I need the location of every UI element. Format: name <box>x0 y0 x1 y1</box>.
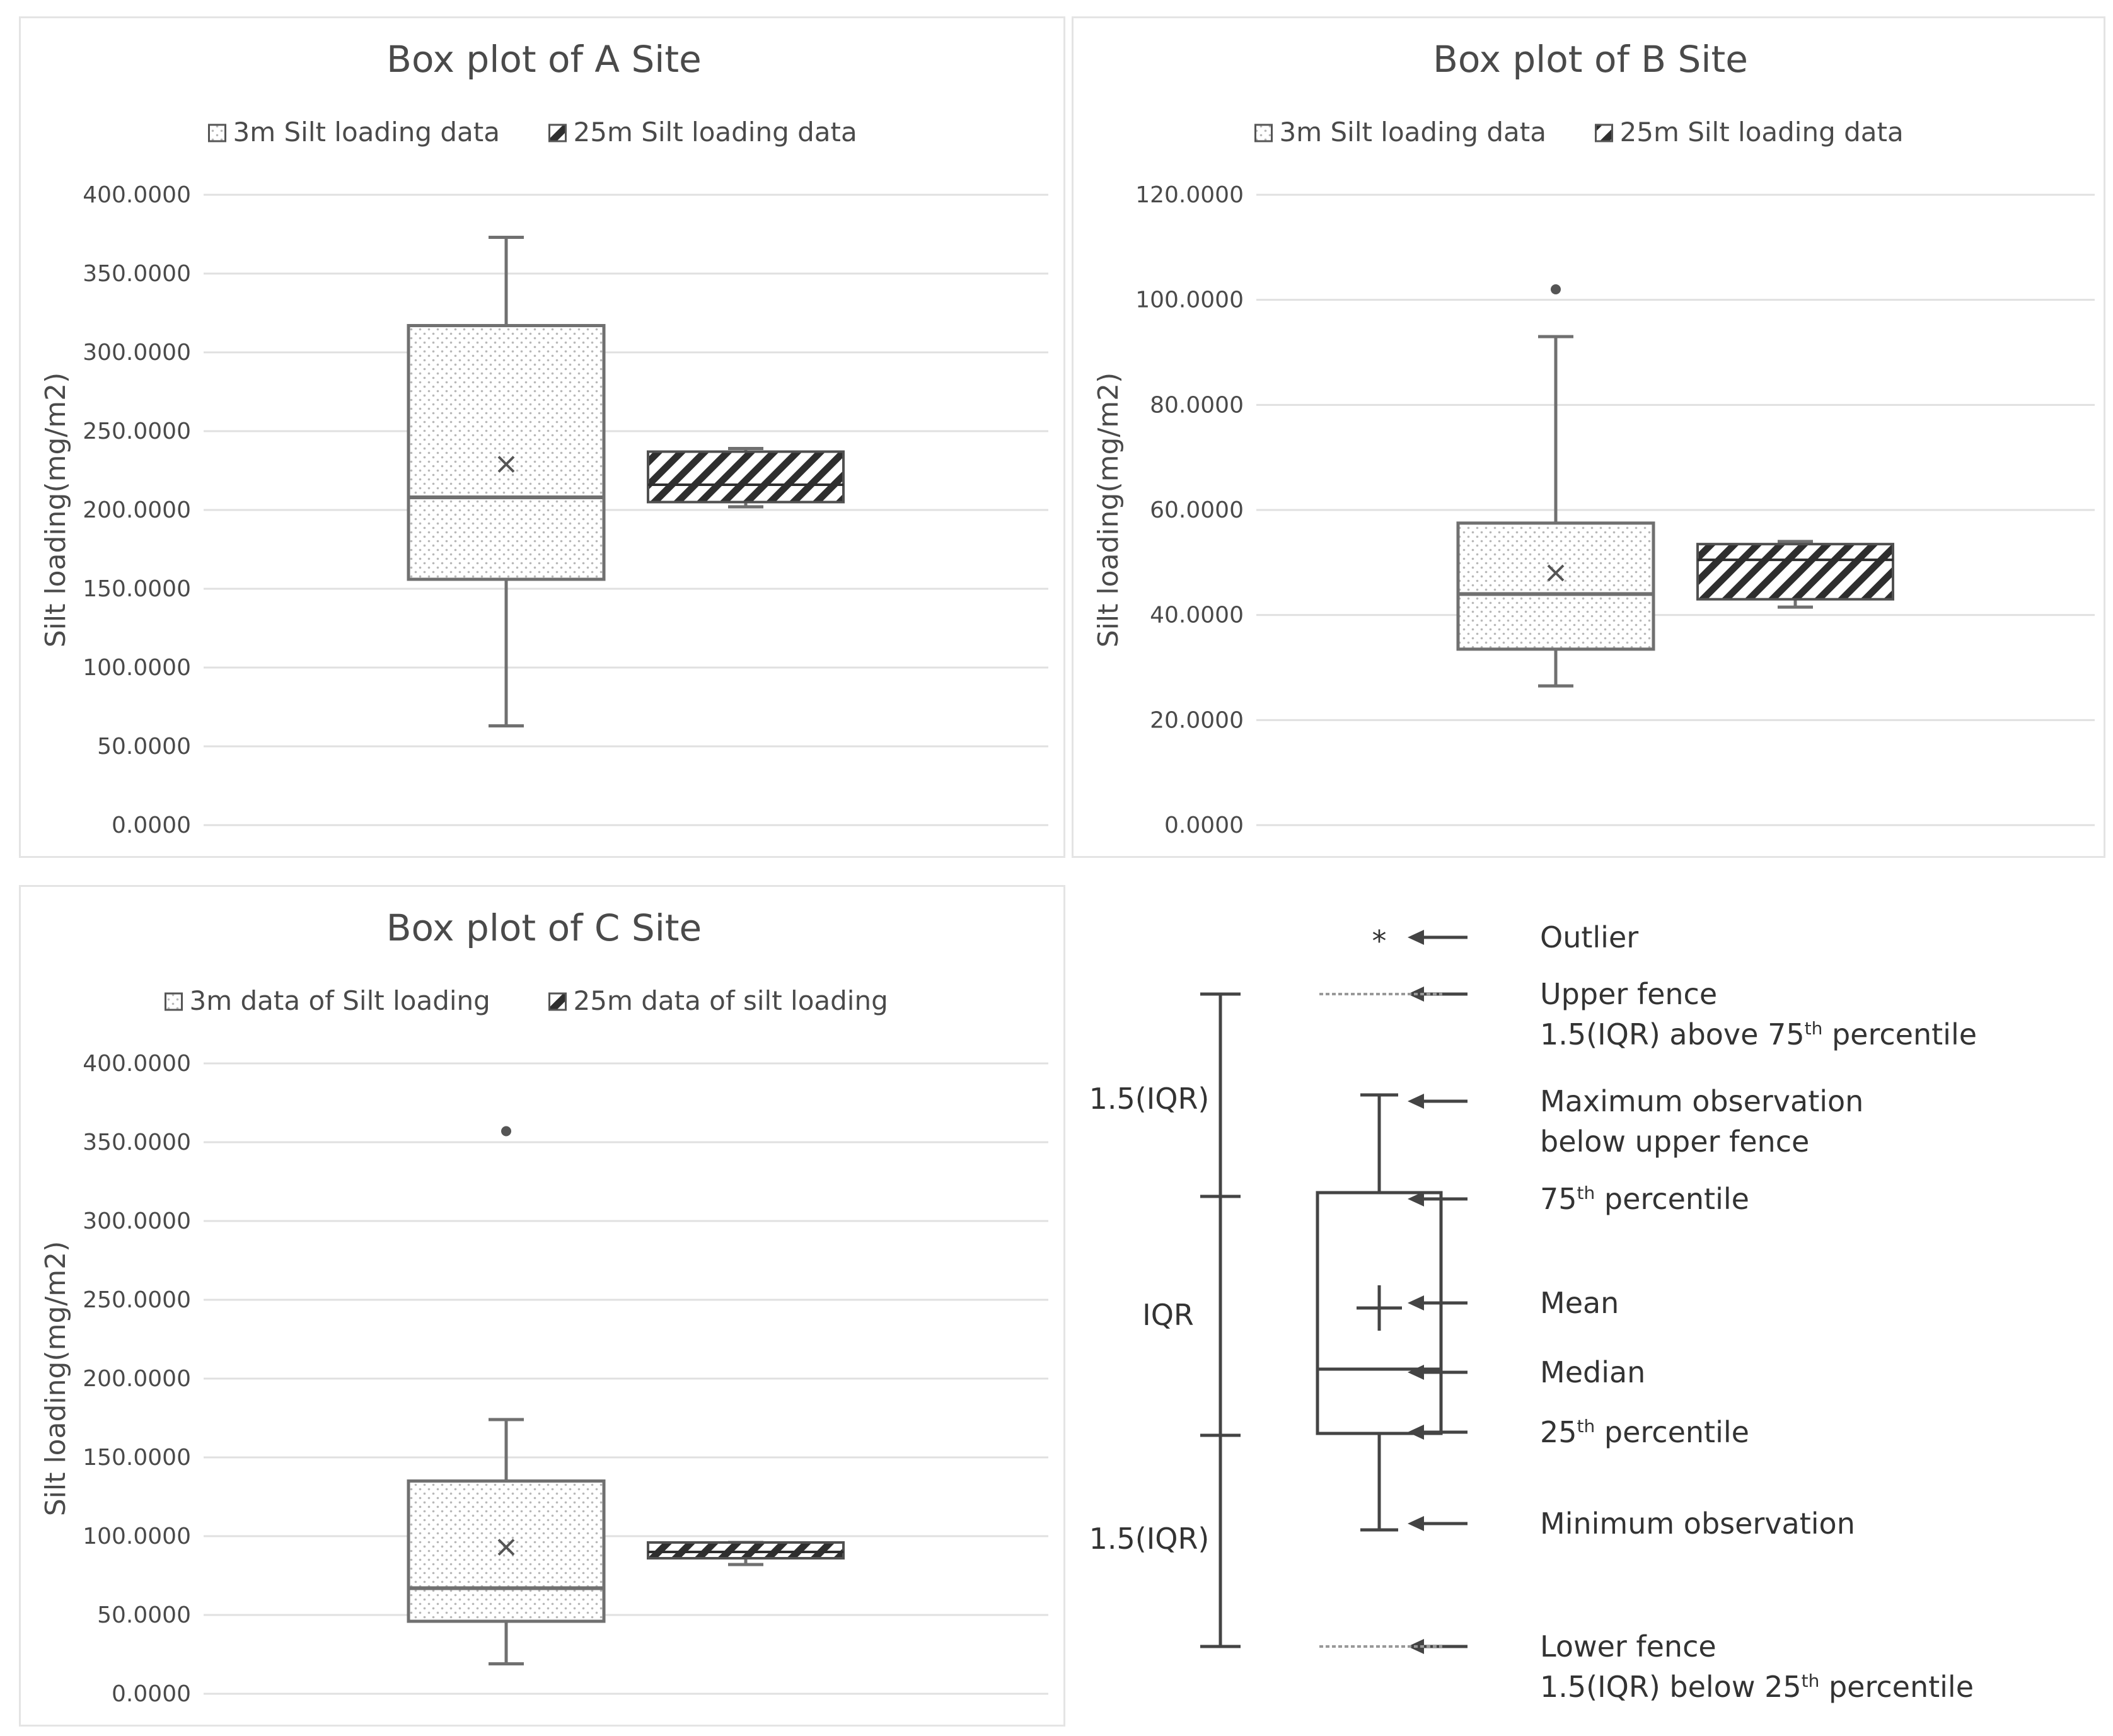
reference-item-lower-fence <box>1408 1629 1974 1704</box>
arrow-head <box>1408 930 1424 945</box>
y-tick-label: 300.0000 <box>83 1208 191 1234</box>
interquartile-box <box>408 1481 604 1622</box>
y-tick-label: 100.0000 <box>83 1524 191 1549</box>
y-tick-label: 350.0000 <box>83 261 191 287</box>
legend-swatch-1 <box>1256 125 1272 141</box>
chart-panel-b <box>1072 16 2105 858</box>
chart-title: Box plot of B Site <box>1433 38 1748 81</box>
legend-entry-1: 3m Silt loading data <box>233 117 500 148</box>
box-series-2 <box>648 1542 843 1565</box>
outlier-point <box>1551 284 1561 294</box>
reference-diagram <box>1074 887 2107 1728</box>
box-plot-c <box>21 887 1067 1728</box>
reference-item-upper-fence <box>1408 977 1977 1051</box>
chart-panel-c <box>19 885 1065 1727</box>
y-tick-label: 250.0000 <box>83 419 191 444</box>
y-tick-label: 150.0000 <box>83 576 191 602</box>
reference-label: Upper fence <box>1540 977 1718 1011</box>
arrow-head <box>1408 1365 1424 1380</box>
y-tick-label: 40.0000 <box>1150 602 1244 628</box>
arrow-head <box>1408 1516 1424 1531</box>
y-tick-label: 0.0000 <box>112 1681 191 1707</box>
y-tick-label: 100.0000 <box>1135 287 1244 313</box>
y-axis-title: Silt loading(mg/m2) <box>40 372 72 648</box>
legend-entry-2: 25m data of silt loading <box>573 985 888 1016</box>
y-tick-label: 50.0000 <box>97 1602 191 1628</box>
reference-label: Lower fence <box>1540 1629 1716 1664</box>
legend-swatch-1 <box>166 993 182 1010</box>
reference-label: 75th percentile <box>1540 1182 1749 1216</box>
y-tick-label: 60.0000 <box>1150 497 1244 523</box>
chart-legend <box>209 117 857 148</box>
y-tick-label: 350.0000 <box>83 1130 191 1155</box>
legend-swatch-2 <box>1596 125 1612 141</box>
y-tick-label: 50.0000 <box>97 734 191 760</box>
arrow-head <box>1408 1094 1424 1109</box>
box-plot-b <box>1074 18 2107 860</box>
reference-label: Outlier <box>1540 920 1639 954</box>
bracket-label-lower: 1.5(IQR) <box>1089 1522 1210 1556</box>
reference-label: Minimum observation <box>1540 1507 1855 1541</box>
y-tick-label: 400.0000 <box>83 1051 191 1077</box>
chart-legend <box>166 985 888 1016</box>
interquartile-box <box>408 326 604 580</box>
legend-swatch-1 <box>209 125 226 141</box>
chart-panel-a <box>19 16 1065 858</box>
reference-item-p75 <box>1408 1182 1749 1216</box>
legend-entry-2: 25m Silt loading data <box>1619 117 1904 148</box>
outlier-point <box>501 1126 511 1137</box>
interquartile-box <box>648 1542 843 1558</box>
legend-entry-1: 3m Silt loading data <box>1279 117 1546 148</box>
y-tick-label: 80.0000 <box>1150 392 1244 419</box>
y-tick-label: 0.0000 <box>1164 813 1244 838</box>
reference-label: 25th percentile <box>1540 1415 1749 1449</box>
interquartile-box <box>1458 523 1653 649</box>
reference-label: Maximum observation <box>1540 1084 1864 1118</box>
interquartile-box <box>1698 544 1893 599</box>
legend-swatch-2 <box>550 125 566 141</box>
y-axis-title: Silt loading(mg/m2) <box>40 1241 72 1517</box>
box-plot-a <box>21 18 1067 860</box>
legend-entry-1: 3m data of Silt loading <box>189 985 490 1016</box>
arrow-head <box>1408 1295 1424 1311</box>
box-series-2 <box>648 449 843 507</box>
reference-label-line2: 1.5(IQR) below 25th percentile <box>1540 1670 1974 1704</box>
reference-item-max-obs <box>1408 1084 1863 1159</box>
box-series-2 <box>1698 541 1893 607</box>
reference-item-min-obs <box>1408 1507 1855 1541</box>
legend-swatch-2 <box>550 993 566 1010</box>
reference-item-p25 <box>1408 1415 1749 1449</box>
reference-label-line2: below upper fence <box>1540 1125 1810 1159</box>
box-series-1 <box>1458 284 1653 686</box>
legend-entry-2: 25m Silt loading data <box>573 117 857 148</box>
reference-item-outlier <box>1408 920 1638 954</box>
y-tick-label: 200.0000 <box>83 1366 191 1392</box>
y-tick-label: 20.0000 <box>1150 707 1244 734</box>
y-tick-label: 120.0000 <box>1135 182 1244 208</box>
y-tick-label: 250.0000 <box>83 1287 191 1313</box>
y-tick-label: 200.0000 <box>83 497 191 523</box>
reference-label: Median <box>1540 1355 1646 1389</box>
reference-item-mean <box>1408 1286 1619 1320</box>
y-tick-label: 150.0000 <box>83 1445 191 1471</box>
bracket-label-iqr: IQR <box>1142 1298 1194 1332</box>
interquartile-box <box>648 452 843 502</box>
y-tick-label: 300.0000 <box>83 340 191 366</box>
reference-label: Mean <box>1540 1286 1619 1320</box>
reference-label-line2: 1.5(IQR) above 75th percentile <box>1540 1017 1977 1051</box>
y-axis-title: Silt loading(mg/m2) <box>1092 372 1125 648</box>
chart-title: Box plot of C Site <box>386 906 702 949</box>
box-series-1 <box>408 1126 604 1664</box>
y-tick-label: 400.0000 <box>83 182 191 208</box>
y-tick-label: 100.0000 <box>83 655 191 681</box>
chart-title: Box plot of A Site <box>386 38 702 81</box>
box-series-1 <box>408 238 604 726</box>
y-tick-label: 0.0000 <box>112 813 191 838</box>
reference-item-median <box>1408 1355 1645 1389</box>
chart-legend <box>1256 117 1904 148</box>
box-plot-reference-legend <box>1072 885 2105 1727</box>
outlier-symbol: * <box>1372 924 1387 958</box>
bracket-label-upper: 1.5(IQR) <box>1089 1082 1210 1116</box>
